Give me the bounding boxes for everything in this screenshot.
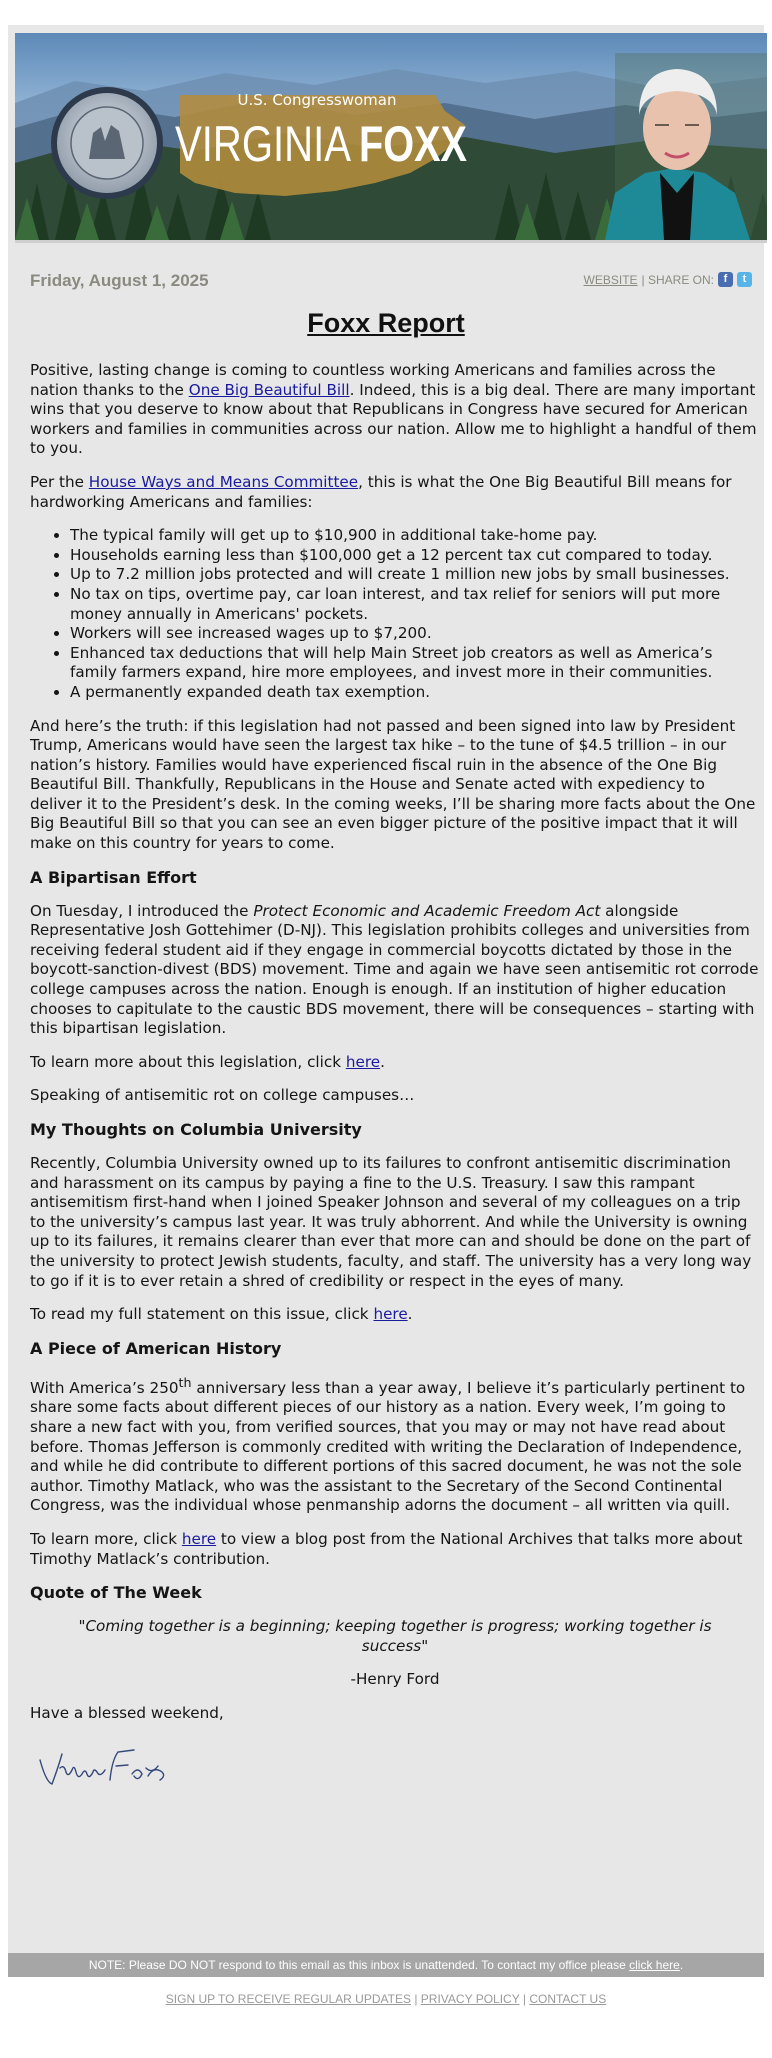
body-text: To learn more about this legislation, click (30, 1052, 346, 1071)
share-bar (584, 272, 752, 287)
banner-last-name: FOXX (359, 116, 467, 172)
footer-links (0, 1992, 772, 2006)
columbia-paragraph: Recently, Columbia University owned up to its failures to confront antisemitic discrimination and harassment on its campus by paying a fine to the U.S. Treasury. I saw this rampant antisemitism first-hand when I joined Speaker Johnson and several of my colleagues on a trip to the university’s campus last year. It was truly abhorrent. And while the University is owning up to its failures, it remains clearer than ever that more can and should be done on the part of the university to protect Jewish students, faculty, and staff. The university has a very long way to go if it is to ever retain a shred of credibility or respect in the eyes of many. (30, 1154, 752, 1290)
share-label: | SHARE ON: (641, 272, 714, 287)
list-item: • Workers will see increased wages up to $7,200. (70, 624, 760, 644)
signup-link[interactable]: SIGN UP TO RECEIVE REGULAR UPDATES (165, 1992, 411, 2006)
intro-paragraph-2 (30, 473, 760, 512)
ways-and-means-link[interactable]: House Ways and Means Committee (88, 472, 359, 491)
top-strip (0, 0, 772, 25)
issue-date: Friday, August 1, 2025 (30, 271, 209, 290)
facebook-icon[interactable]: f (718, 272, 733, 287)
transition-text: Speaking of antisemitic rot on college campuses… (30, 1086, 415, 1105)
history-heading: A Piece of American History (30, 1338, 282, 1358)
bipartisan-learn-more (30, 1053, 760, 1073)
notice-text: . (679, 1958, 684, 1972)
notice-text: NOTE: Please DO NOT respond to this email as this inbox is unattended. To contact my office please (88, 1958, 630, 1972)
email-card (8, 25, 764, 1955)
statement-here-link[interactable]: here (373, 1305, 408, 1324)
quote-text: "Coming together is a beginning; keeping together is progress; working together is success" (78, 1617, 712, 1655)
history-learn-more (30, 1530, 760, 1569)
banner-first-name: VIRGINIA (175, 116, 352, 172)
body-text: alongside Representative Josh Gottehimer (D-NJ). This legislation prohibits colleges and universities from receiving federal student aid if they engage in commercial boycotts dictated by those in the boycott-sanction-divest (BDS) movement. Time and again we have seen antisemitic rot corrode college campuses across the nation. Enough is enough. If an institution of higher education chooses to capitulate to the caustic BDS movement, there will be consequences – starting with this bipartisan legislation. (30, 901, 759, 1038)
intro-text: Per the (30, 472, 89, 491)
list-item: • No tax on tips, overtime pay, car loan interest, and tax relief for seniors will put more money annually in Americans' pockets. (70, 585, 760, 624)
contact-us-link[interactable]: CONTACT US (529, 1992, 607, 2006)
header-banner (15, 33, 767, 243)
twitter-icon[interactable]: t (737, 272, 752, 287)
columbia-read-more (30, 1305, 760, 1325)
intro-paragraph-1 (30, 361, 760, 459)
privacy-policy-link[interactable]: PRIVACY POLICY (420, 1992, 520, 2006)
quote-heading: Quote of The Week (30, 1583, 202, 1603)
quote-author: -Henry Ford (350, 1670, 440, 1689)
body-text: To learn more, click (30, 1529, 182, 1548)
intro-text: . Indeed, this is a big deal. There are many important wins that you deserve to know about that Republicans in Congress have secured for American workers and families in communities across our nation. Allow me to highlight a handful of them to you. (30, 380, 757, 458)
bipartisan-paragraph (30, 902, 760, 1039)
national-archives-here-link[interactable]: here (181, 1529, 217, 1548)
body-text: On Tuesday, I introduced the (30, 901, 254, 920)
truth-paragraph: And here’s the truth: if this legislation had not passed and been signed into law by President Trump, Americans would have seen the largest tax hike – to the tune of $4.5 trillion – in our nation’s history. Families would have experienced fiscal ruin in the absence of the One Big Beautiful Bill. Thankfully, Republicans in the House and Senate acted with expediency to deliver it to the President’s desk. In the coming weeks, I’ll be sharing more facts about the One Big Beautiful Bill so that you can see an even bigger picture of the positive impact that it will make on this country for years to come. (30, 716, 756, 853)
intro-text: Positive, lasting change is coming to countless working Americans and families across the nation thanks to the (30, 361, 716, 399)
body-text: . (407, 1305, 413, 1324)
list-item: • Enhanced tax deductions that will help Main Street job creators as well as America’s family farmers expand, hire more employees, and invest more in their communities. (70, 644, 760, 683)
body-text: With America’s 250 (30, 1378, 179, 1397)
act-name: Protect Economic and Academic Freedom Act (253, 901, 601, 920)
closing-line: Have a blessed weekend, (30, 1703, 224, 1722)
signature-image (36, 1738, 760, 1804)
footer-notice (8, 1953, 764, 1977)
newsletter-body (30, 361, 760, 1803)
banner-subtitle: U.S. Congresswoman (237, 91, 397, 109)
body-text: To read my full statement on this issue, click (30, 1305, 374, 1324)
list-item: • Up to 7.2 million jobs protected and will create 1 million new jobs by small businesses. (70, 565, 760, 585)
ordinal-suffix: th (178, 1374, 192, 1390)
list-item: • The typical family will get up to $10,900 in additional take-home pay. (70, 526, 760, 546)
body-text: anniversary less than a year away, I believe it’s particularly pertinent to share some facts about different pieces of our history as a nation. Every week, I’m going to share a new fact with you, from verified sources, that you may or may not have read about before. Thomas Jefferson is commonly credited with writing the Declaration of Independence, and while he did contribute to different portions of this sacred document, he was not the sole author. Timothy Matlack, who was the assistant to the Secretary of the Second Continental Congress, was the individual whose penmanship adorns the document – all written via quill. (30, 1378, 746, 1515)
body-text: to view a blog post from the National Archives that talks more about Timothy Matlack’s contribution. (30, 1529, 743, 1568)
legislation-here-link[interactable]: here (345, 1052, 381, 1071)
separator: | (414, 1992, 418, 2006)
separator: | (522, 1992, 526, 2006)
list-item: • Households earning less than $100,000 get a 12 percent tax cut compared to today. (70, 546, 760, 566)
intro-text: , this is what the One Big Beautiful Bill means for hardworking Americans and families: (30, 472, 732, 511)
history-paragraph (30, 1373, 760, 1516)
list-item: • A permanently expanded death tax exemption. (70, 683, 760, 703)
big-beautiful-bill-link[interactable]: One Big Beautiful Bill (188, 380, 350, 399)
body-text: . (380, 1052, 385, 1071)
newsletter-title: Foxx Report (307, 308, 465, 338)
benefits-list (30, 526, 760, 702)
columbia-heading: My Thoughts on Columbia University (30, 1120, 362, 1139)
website-link[interactable]: WEBSITE (583, 272, 638, 287)
contact-click-here-link[interactable]: click here (629, 1958, 680, 1972)
bipartisan-heading: A Bipartisan Effort (30, 867, 197, 887)
